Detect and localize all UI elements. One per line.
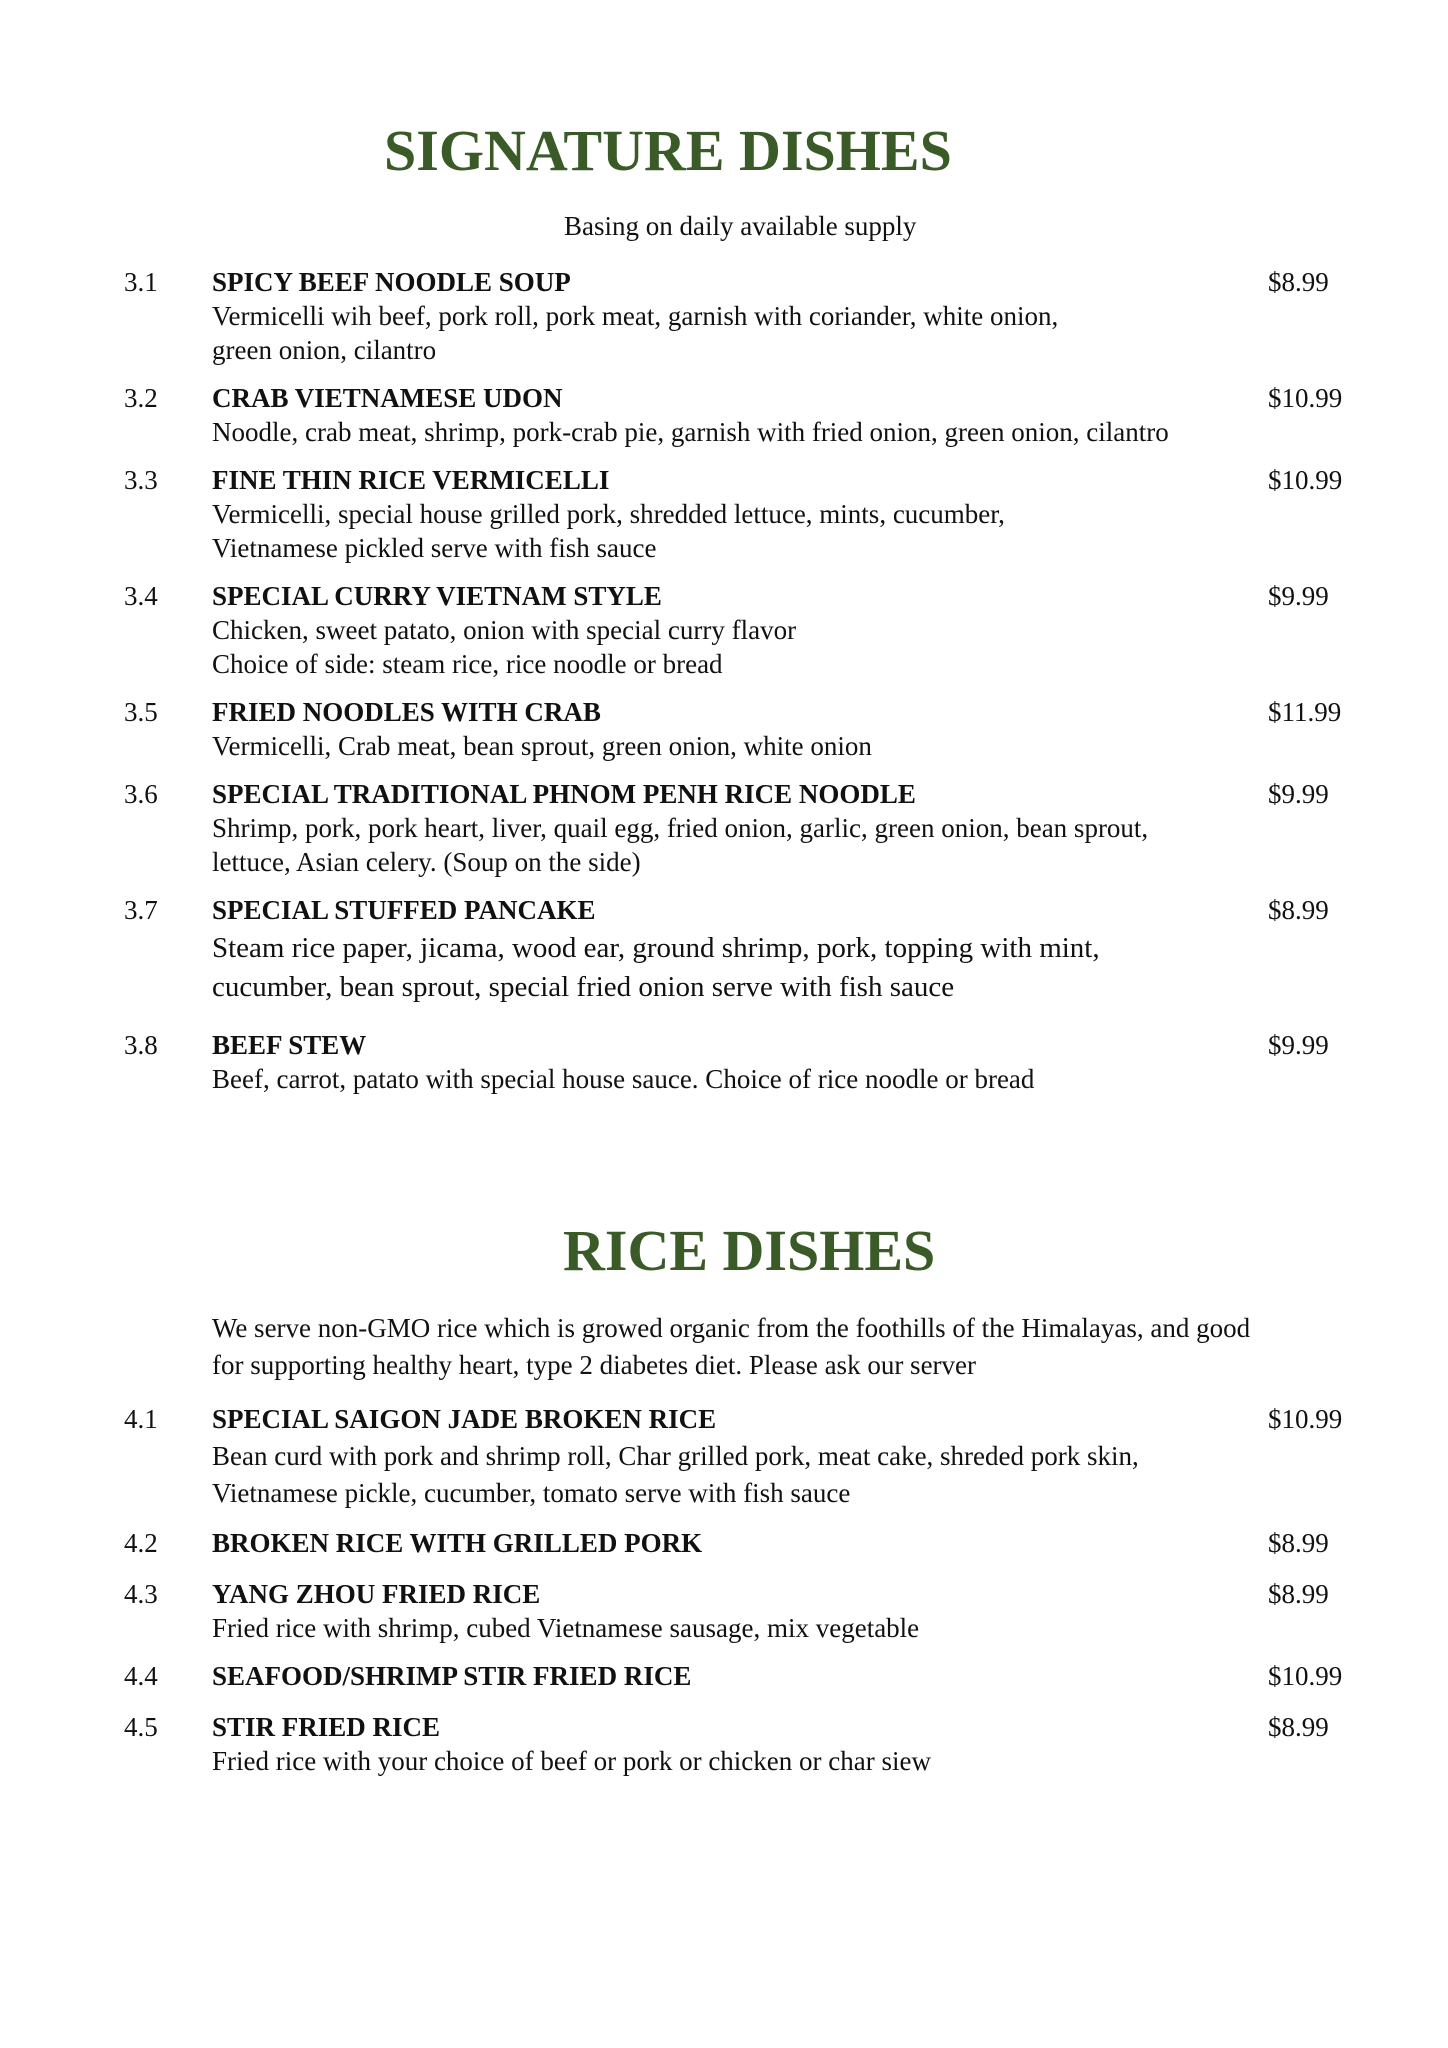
item-price: $8.99 xyxy=(1268,267,1329,297)
rice-intro xyxy=(212,1310,1372,1384)
signature-dishes-title: SIGNATURE DISHES xyxy=(384,118,952,183)
item-name: STIR FRIED RICE xyxy=(212,1712,441,1742)
item-description xyxy=(212,1611,1272,1645)
item-number: 4.5 xyxy=(124,1712,158,1742)
item-price: $10.99 xyxy=(1268,1404,1343,1434)
item-price: $10.99 xyxy=(1268,465,1343,495)
item-number: 4.4 xyxy=(124,1661,158,1691)
item-name: SPICY BEEF NOODLE SOUP xyxy=(212,267,571,297)
description-line: Noodle, crab meat, shrimp, pork-crab pie, garnish with fried onion, green onion, cilantro xyxy=(212,417,1169,447)
description-line: Choice of side: steam rice, rice noodle or bread xyxy=(212,649,723,679)
rice-dishes-title: RICE DISHES xyxy=(563,1218,936,1283)
signature-supply-note: Basing on daily available supply xyxy=(564,211,917,241)
item-description xyxy=(212,1744,1272,1778)
item-name: SPECIAL STUFFED PANCAKE xyxy=(212,895,596,925)
item-number: 3.1 xyxy=(124,267,158,297)
item-name: FRIED NOODLES WITH CRAB xyxy=(212,697,601,727)
item-number: 4.2 xyxy=(124,1528,158,1558)
item-description xyxy=(212,613,1272,681)
item-number: 3.8 xyxy=(124,1030,158,1060)
description-line: lettuce, Asian celery. (Soup on the side) xyxy=(212,847,641,877)
description-line: green onion, cilantro xyxy=(212,335,437,365)
item-number: 4.3 xyxy=(124,1579,158,1609)
item-description xyxy=(212,811,1272,879)
item-name: FINE THIN RICE VERMICELLI xyxy=(212,465,610,495)
item-name: YANG ZHOU FRIED RICE xyxy=(212,1579,541,1609)
item-number: 3.5 xyxy=(124,697,158,727)
item-number: 3.4 xyxy=(124,581,158,611)
description-line: Chicken, sweet patato, onion with special curry flavor xyxy=(212,615,797,645)
description-line: Fried rice with shrimp, cubed Vietnamese sausage, mix vegetable xyxy=(212,1613,920,1643)
item-price: $8.99 xyxy=(1268,895,1329,925)
item-name: CRAB VIETNAMESE UDON xyxy=(212,383,563,413)
item-number: 3.7 xyxy=(124,895,158,925)
item-description xyxy=(212,729,1272,763)
description-line: Vermicelli, special house grilled pork, shredded lettuce, mints, cucumber, xyxy=(212,499,1005,529)
description-line: Fried rice with your choice of beef or pork or chicken or char siew xyxy=(212,1746,931,1776)
item-description xyxy=(212,1062,1272,1096)
item-name: BEEF STEW xyxy=(212,1030,367,1060)
item-price: $8.99 xyxy=(1268,1712,1329,1742)
item-description xyxy=(212,299,1272,367)
intro-line: for supporting healthy heart, type 2 diabetes diet. Please ask our server xyxy=(212,1350,977,1380)
item-price: $9.99 xyxy=(1268,581,1329,611)
item-price: $9.99 xyxy=(1268,1030,1329,1060)
description-line: Vietnamese pickle, cucumber, tomato serve with fish sauce xyxy=(212,1478,851,1508)
description-line: Vermicelli, Crab meat, bean sprout, green onion, white onion xyxy=(212,731,872,761)
description-line: Vietnamese pickled serve with fish sauce xyxy=(212,533,657,563)
item-price: $8.99 xyxy=(1268,1579,1329,1609)
intro-line: We serve non-GMO rice which is growed organic from the foothills of the Himalayas, and good xyxy=(212,1313,1251,1343)
description-line: Shrimp, pork, pork heart, liver, quail egg, fried onion, garlic, green onion, bean sprout, xyxy=(212,813,1149,843)
description-line: Steam rice paper, jicama, wood ear, ground shrimp, pork, topping with mint, xyxy=(212,932,1100,964)
item-price: $11.99 xyxy=(1268,697,1342,727)
item-number: 3.2 xyxy=(124,383,158,413)
item-price: $8.99 xyxy=(1268,1528,1329,1558)
description-line: Beef, carrot, patato with special house sauce. Choice of rice noodle or bread xyxy=(212,1064,1035,1094)
item-price: $10.99 xyxy=(1268,383,1343,413)
item-price: $10.99 xyxy=(1268,1661,1343,1691)
item-number: 3.3 xyxy=(124,465,158,495)
item-number: 4.1 xyxy=(124,1404,158,1434)
item-name: SPECIAL CURRY VIETNAM STYLE xyxy=(212,581,662,611)
description-line: Vermicelli wih beef, pork roll, pork meat, garnish with coriander, white onion, xyxy=(212,301,1059,331)
item-description xyxy=(212,929,1272,1007)
item-name: SEAFOOD/SHRIMP STIR FRIED RICE xyxy=(212,1661,692,1691)
item-name: SPECIAL TRADITIONAL PHNOM PENH RICE NOODLE xyxy=(212,779,916,809)
item-name: BROKEN RICE WITH GRILLED PORK xyxy=(212,1528,703,1558)
description-line: cucumber, bean sprout, special fried onion serve with fish sauce xyxy=(212,971,955,1003)
item-description xyxy=(212,415,1272,449)
item-description xyxy=(212,1438,1272,1512)
description-line: Bean curd with pork and shrimp roll, Char grilled pork, meat cake, shreded pork skin, xyxy=(212,1441,1139,1471)
item-number: 3.6 xyxy=(124,779,158,809)
item-description xyxy=(212,497,1272,565)
item-name: SPECIAL SAIGON JADE BROKEN RICE xyxy=(212,1404,717,1434)
item-price: $9.99 xyxy=(1268,779,1329,809)
